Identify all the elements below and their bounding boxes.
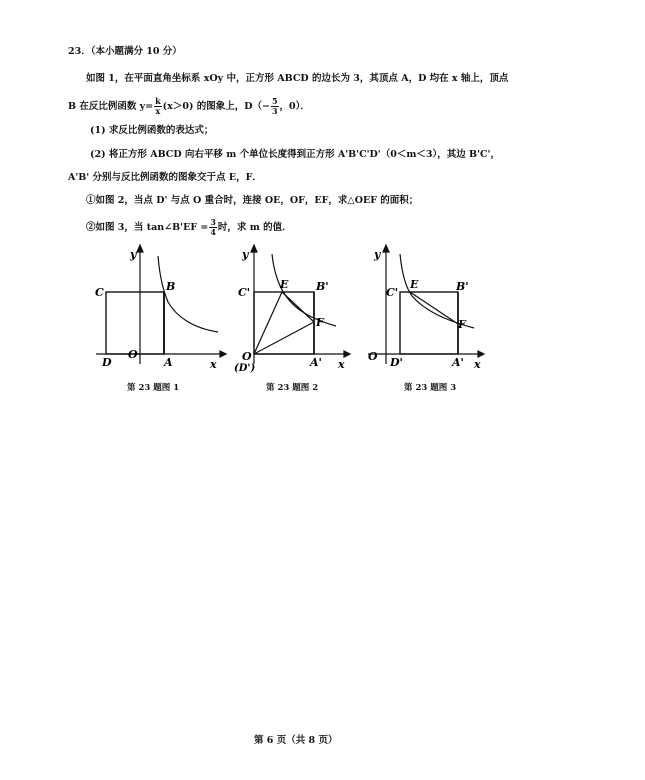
fraction-k-num: k	[155, 96, 161, 106]
fig1-label-c: C	[95, 286, 104, 299]
fig3-y-arrow	[383, 245, 389, 252]
page-footer: 第 6 页（共 8 页）	[254, 735, 338, 746]
problem-para1-line2	[68, 97, 310, 116]
fig1-label-o: O	[128, 348, 138, 361]
para1-line2-pre: B 在反比例函数 y=	[68, 101, 154, 112]
sub-question-2	[86, 218, 292, 237]
fig2-label-e: E	[280, 278, 289, 291]
fig2-label-c: C'	[238, 286, 251, 299]
fig1-label-d: D	[102, 356, 112, 369]
problem-para1-line1: 如图 1，在平面直角坐标系 xOy 中，正方形 ABCD 的边长为 3，其顶点 A，D 均在 x 轴上，顶点	[86, 73, 509, 84]
fraction-3-over-4	[209, 218, 217, 237]
fig2-label-x: x	[338, 358, 345, 371]
fig1-square-abcd	[106, 292, 164, 354]
fraction-k-over-x	[154, 97, 162, 116]
fig2-label-d: (D')	[234, 363, 256, 374]
question-1: (1) 求反比例函数的表达式；	[90, 125, 214, 136]
fraction-tan-num: 3	[210, 217, 216, 227]
fraction-5-over-3	[271, 97, 279, 116]
fig2-caption: 第 23 题图 2	[266, 383, 319, 393]
fig3-square	[400, 292, 458, 354]
fig1-label-x: x	[210, 358, 217, 370]
fraction-d-num: 5	[271, 96, 278, 106]
fig1-caption: 第 23 题图 1	[127, 383, 180, 393]
fig2-label-o: O	[242, 350, 252, 363]
fig3-label-x: x	[474, 358, 481, 371]
para1-line2-mid: (x＞0) 的图象上，D（−	[162, 101, 270, 112]
fig2-segment-of	[254, 322, 314, 354]
fig1-label-y: y	[130, 248, 137, 261]
fig2-label-y: y	[242, 248, 249, 261]
fig3-caption: 第 23 题图 3	[404, 383, 457, 393]
para1-line2-post: ，0）．	[279, 101, 310, 112]
problem-header: 23．（本小题满分 10 分）	[68, 46, 182, 57]
fig3-x-arrow	[478, 351, 484, 357]
fig3-segment-ef	[410, 292, 458, 324]
sub2-pre: ②如图 3，当 tan∠B'EF =	[86, 222, 209, 233]
fig2-x-arrow	[344, 351, 350, 357]
sub-question-1: ①如图 2，当点 D' 与点 O 重合时，连接 OE，OF，EF，求△OEF 的面积；	[86, 195, 419, 206]
fig2-square	[254, 292, 314, 354]
fig2-y-arrow	[251, 245, 257, 252]
fig3-label-e: E	[410, 278, 419, 291]
fig1-y-arrow	[137, 245, 143, 252]
fig3-label-b: B'	[456, 280, 469, 293]
question-2-line2: A'B' 分别与反比例函数的图象交于点 E，F．	[68, 172, 262, 183]
figure-3	[362, 240, 492, 375]
fig1-label-a: A	[164, 356, 173, 369]
fig2-segment-ef	[282, 292, 314, 322]
fig3-label-y: y	[374, 248, 381, 261]
fraction-k-den: x	[155, 106, 161, 116]
figure-1	[88, 240, 228, 370]
fig1-x-arrow	[220, 351, 226, 357]
fig3-label-o: O	[368, 350, 378, 363]
fig1-label-b: B	[166, 280, 176, 293]
fig2-segment-oe	[254, 292, 282, 354]
figure-2	[228, 240, 358, 375]
fig3-label-d: D'	[390, 356, 403, 369]
fig3-label-a: A'	[452, 356, 464, 369]
fig2-label-a: A'	[310, 356, 322, 369]
fig3-label-c: C'	[386, 286, 399, 299]
sub2-post: 时，求 m 的值．	[217, 222, 292, 233]
fig2-label-f: F	[316, 316, 324, 329]
fraction-d-den: 3	[271, 106, 278, 116]
fig3-label-f: F	[458, 318, 466, 331]
question-2-line1: (2) 将正方形 ABCD 向右平移 m 个单位长度得到正方形 A'B'C'D'（0＜m＜3），其边 B'C'，	[90, 149, 500, 160]
fig2-label-b: B'	[316, 280, 329, 293]
fig1-hyperbola	[158, 256, 218, 332]
fraction-tan-den: 4	[210, 227, 216, 237]
